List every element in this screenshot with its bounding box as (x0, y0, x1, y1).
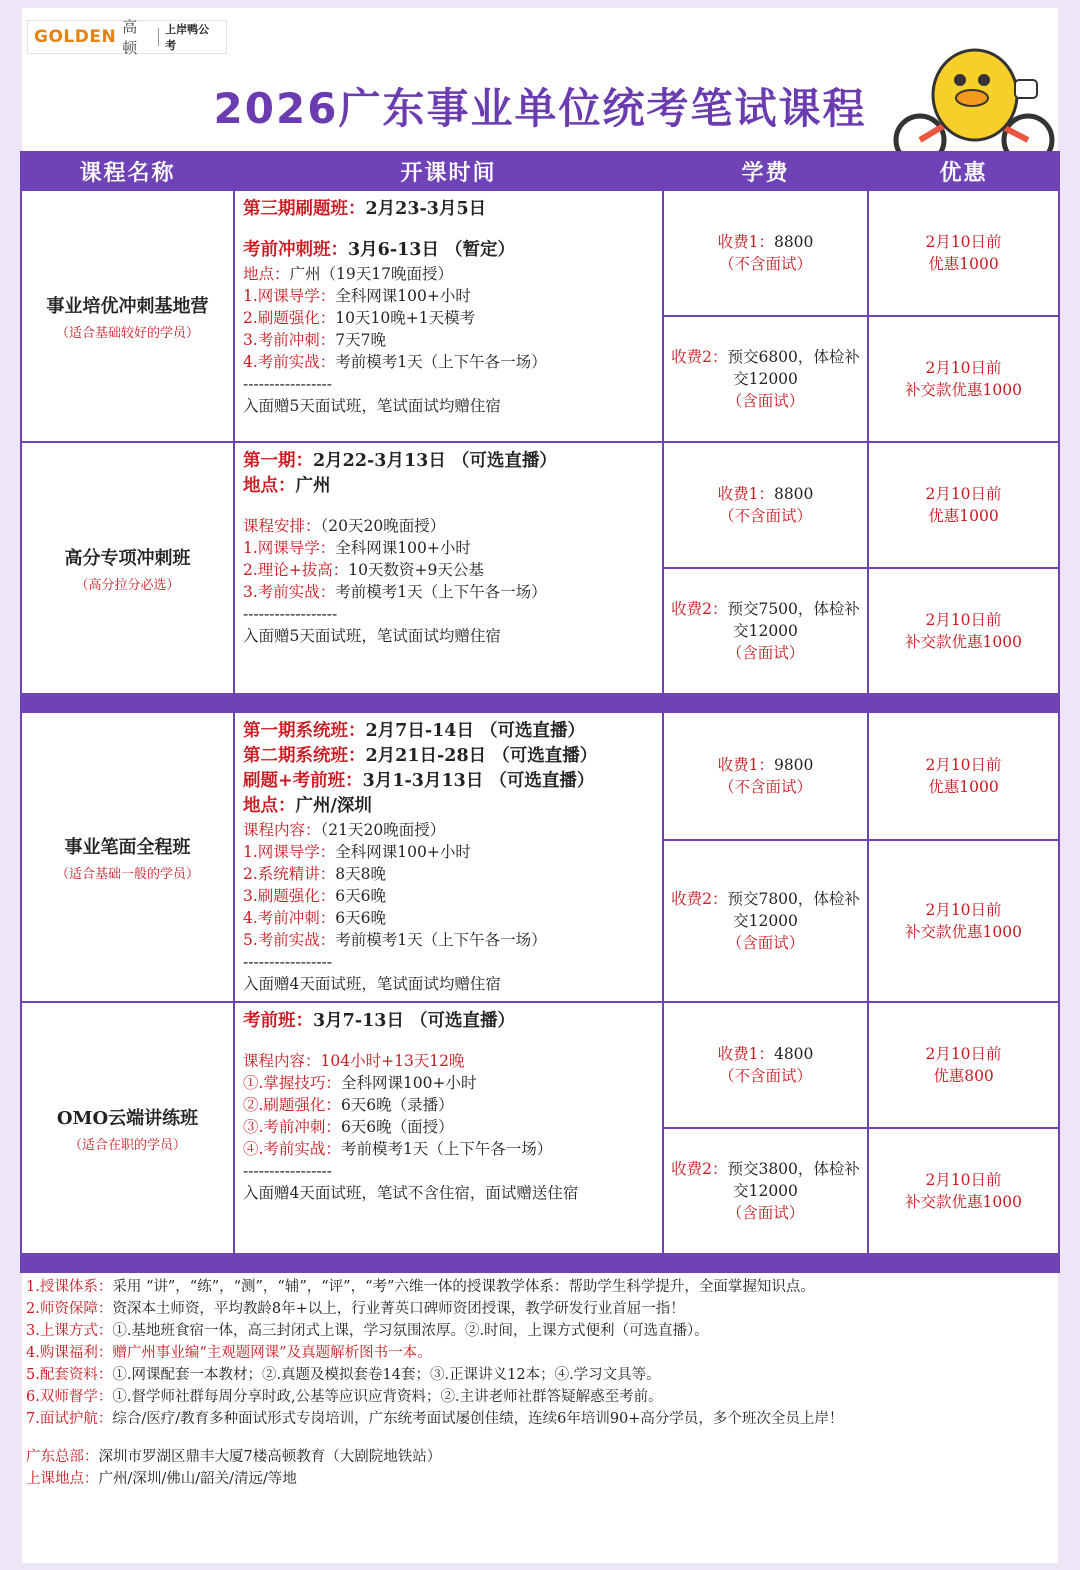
schedule-text: 2月7日-14日 （可选直播） (365, 721, 586, 741)
discount-date: 2月10日前 (925, 900, 1002, 919)
course-note: （适合基础较好的学员） (55, 325, 199, 341)
discount-cell (868, 840, 1059, 1002)
logo-brand-cn: 高顿 (122, 18, 138, 57)
table-row (21, 712, 1059, 840)
fee-cell (663, 1128, 868, 1254)
fee-label: 收费1： (717, 1045, 774, 1063)
discount-amount: 补交款优惠1000 (905, 381, 1022, 399)
fee-label: 收费2： (671, 1160, 728, 1178)
discount-amount: 优惠1000 (928, 255, 999, 273)
schedule-label: ②.刷题强化： (243, 1096, 341, 1114)
footer-item-text: 采用 “讲”，“练”，“测”，“辅”，“评”，“考”六维一体的授课教学体系：帮助学生科学提升，全面掌握知识点。 (112, 1279, 815, 1295)
discount-amount: 优惠1000 (928, 777, 999, 796)
fee-note: （不含面试） (718, 507, 812, 525)
fee-cell (663, 442, 868, 568)
fee-note: （含面试） (726, 392, 805, 410)
fee-cell (663, 568, 868, 694)
fee-note: （含面试） (726, 644, 805, 662)
table-row (21, 190, 1059, 316)
gift-text: 入面赠4天面试班，笔试面试均赠住宿 (243, 975, 501, 993)
schedule-label: 4.考前冲刺： (243, 909, 336, 927)
course-name: 事业培优冲刺基地营 (46, 295, 209, 317)
divider-dashes: ------------------ (243, 605, 338, 623)
schedule-label: 3.考前实战： (243, 583, 336, 601)
discount-date: 2月10日前 (925, 233, 1002, 251)
course-name: 事业笔面全程班 (64, 836, 191, 858)
schedule-text: 6天6晚（面授） (340, 1118, 454, 1136)
fee-amount: 预交7800，体检补交12000 (727, 889, 860, 930)
schedule-label: 考前班： (243, 1011, 313, 1031)
divider-dashes: ----------------- (243, 953, 333, 971)
discount-amount: 补交款优惠1000 (905, 633, 1022, 651)
header-schedule: 开课时间 (234, 152, 663, 190)
fee-label: 收费2： (671, 600, 728, 618)
footer-item-label: 1.授课体系： (26, 1279, 113, 1295)
gift-text: 入面赠5天面试班，笔试面试均赠住宿 (243, 397, 501, 415)
discount-amount: 补交款优惠1000 (905, 922, 1022, 941)
footer-item-text: ①.督学师社群每周分享时政,公基等应识应背资料；②.主讲老师社群答疑解惑至考前。 (112, 1389, 663, 1405)
schedule-text: 广州/深圳 (295, 796, 372, 816)
schedule-text: 3月1-3月13日 （可选直播） (362, 771, 595, 791)
header-discount: 优惠 (868, 152, 1059, 190)
fee-note: （不含面试） (718, 777, 812, 796)
schedule-text: 全科网课100+小时 (335, 287, 471, 305)
section-divider (21, 1254, 1059, 1272)
discount-date: 2月10日前 (925, 359, 1002, 377)
schedule-text: 6天6晚 (335, 887, 387, 905)
schedule-text: 考前模考1天（上下午各一场） (335, 583, 547, 601)
fee-cell (663, 316, 868, 442)
schedule-label: ③.考前冲刺： (243, 1118, 341, 1136)
footer-item-label: 3.上课方式： (26, 1323, 113, 1339)
schedule-label: 刷题+考前班： (243, 771, 363, 791)
section-divider (21, 694, 1059, 712)
discount-cell (868, 1128, 1059, 1254)
schedule-label: 2.理论+拔高： (243, 561, 349, 579)
gift-text: 入面赠5天面试班，笔试面试均赠住宿 (243, 627, 501, 645)
footer-item-label: 2.师资保障： (26, 1301, 113, 1317)
footer-item-label: 5.配套资料： (26, 1367, 113, 1383)
footer-item (26, 1386, 1046, 1408)
schedule-label: 课程内容： (243, 821, 321, 839)
schedule-label: 第二期系统班： (243, 746, 366, 766)
divider-dashes: ----------------- (243, 1162, 333, 1180)
schedule-label: 1.网课导学： (243, 843, 336, 861)
course-name-cell (21, 442, 234, 694)
fee-amount: 预交3800，体检补交12000 (727, 1160, 860, 1200)
discount-cell (868, 442, 1059, 568)
schedule-text: （20天20晚面授） (320, 517, 446, 535)
schedule-label: ④.考前实战： (243, 1140, 341, 1158)
brand-logo (27, 18, 227, 57)
schedule-label: 课程内容： (243, 1052, 321, 1070)
schedule-label: 4.考前实战： (243, 353, 336, 371)
fee-note: （不含面试） (718, 255, 812, 273)
schedule-text: 8天8晚 (335, 865, 387, 883)
fee-label: 收费2： (671, 348, 728, 366)
fee-note: （含面试） (726, 933, 805, 952)
footer-item-text: ①.基地班食宿一体，高三封闭式上课，学习氛围浓厚。②.时间，上课方式便利（可选直播）。 (112, 1323, 709, 1339)
footer-item (26, 1276, 1046, 1298)
footer-item-text: ①.网课配套一本教材；②.真题及模拟套卷14套；③.正课讲义12本；④.学习文具等。 (112, 1367, 661, 1383)
course-schedule-cell (234, 712, 663, 1002)
fee-cell (663, 840, 868, 1002)
schedule-text: 10天10晚+1天模考 (335, 309, 476, 327)
table-header-row (21, 152, 1059, 190)
fee-amount: 4800 (773, 1045, 814, 1063)
header-course-name: 课程名称 (21, 152, 234, 190)
schedule-label: 3.刷题强化： (243, 887, 336, 905)
footer-item-text: 综合/医疗/教育多种面试形式专岗培训，广东统考面试屡创佳绩，连续6年培训90+高分学员，多个班次全员上岸！ (112, 1411, 844, 1427)
footer-item (26, 1298, 1046, 1320)
schedule-label: 3.考前冲刺： (243, 331, 336, 349)
fee-label: 收费2： (671, 889, 728, 908)
schedule-label: 第一期系统班： (243, 721, 366, 741)
schedule-text: 全科网课100+小时 (340, 1074, 477, 1092)
fee-amount: 9800 (773, 755, 814, 774)
footer-item (26, 1408, 1046, 1430)
divider-dashes: ----------------- (243, 375, 333, 393)
loc-text: 广州/深圳/佛山/韶关/清远/等地 (98, 1471, 297, 1487)
fee-note: （不含面试） (718, 1067, 812, 1085)
footer-item (26, 1342, 1046, 1364)
fee-amount: 8800 (773, 233, 814, 251)
discount-amount: 优惠800 (933, 1067, 994, 1085)
schedule-label: 地点： (243, 796, 296, 816)
course-name-cell (21, 1002, 234, 1254)
table-row (21, 1002, 1059, 1128)
discount-cell (868, 712, 1059, 840)
schedule-text: 10天数资+9天公基 (348, 561, 484, 579)
schedule-text: 104小时+13天12晚 (320, 1052, 465, 1070)
schedule-label: 2.刷题强化： (243, 309, 336, 327)
page-title: 2026广东事业单位统考笔试课程 (213, 84, 867, 133)
schedule-text: 考前模考1天（上下午各一场） (335, 931, 547, 949)
course-schedule-cell (234, 190, 663, 442)
schedule-label: 考前冲刺班： (243, 240, 348, 260)
schedule-text: 全科网课100+小时 (335, 539, 471, 557)
schedule-label: ①.掌握技巧： (243, 1074, 341, 1092)
fee-cell (663, 712, 868, 840)
discount-amount: 优惠1000 (928, 507, 999, 525)
footer-notes (26, 1276, 1046, 1490)
schedule-text: （21天20晚面授） (320, 821, 446, 839)
schedule-text: 6天6晚 (335, 909, 387, 927)
schedule-label: 课程安排： (243, 517, 321, 535)
fee-cell (663, 190, 868, 316)
discount-date: 2月10日前 (925, 611, 1002, 629)
header-tuition: 学费 (663, 152, 868, 190)
course-note: （适合基础一般的学员） (55, 866, 199, 882)
schedule-label: 2.系统精讲： (243, 865, 336, 883)
fee-cell (663, 1002, 868, 1128)
discount-cell (868, 568, 1059, 694)
schedule-text: 广州（19天17晚面授） (289, 265, 453, 283)
course-schedule-cell (234, 442, 663, 694)
footer-item (26, 1364, 1046, 1386)
hq-text: 深圳市罗湖区鼎丰大厦7楼高顿教育（大剧院地铁站） (98, 1449, 442, 1465)
schedule-label: 1.网课导学： (243, 539, 336, 557)
schedule-text: 3月7-13日 （可选直播） (313, 1011, 516, 1031)
schedule-text: 全科网课100+小时 (335, 843, 471, 861)
schedule-text: 考前模考1天（上下午各一场） (340, 1140, 553, 1158)
course-name-cell (21, 712, 234, 1002)
discount-date: 2月10日前 (925, 1171, 1002, 1189)
schedule-label: 地点： (243, 476, 296, 496)
course-note: （适合在职的学员） (68, 1137, 186, 1153)
hq-label: 广东总部： (26, 1449, 99, 1465)
schedule-label: 第一期： (243, 451, 313, 471)
fee-amount: 8800 (773, 485, 814, 503)
schedule-label: 第三期刷题班： (243, 199, 366, 219)
footer-item-label: 6.双师督学： (26, 1389, 113, 1405)
logo-divider (158, 28, 159, 46)
course-table (20, 151, 1060, 1273)
course-name: OMO云端讲练班 (56, 1107, 199, 1129)
fee-label: 收费1： (717, 233, 774, 251)
discount-cell (868, 1002, 1059, 1128)
footer-item-label: 4.购课福利： (26, 1345, 113, 1361)
schedule-text: 7天7晚 (335, 331, 387, 349)
discount-date: 2月10日前 (925, 755, 1002, 774)
footer-item (26, 1320, 1046, 1342)
hq-address (26, 1446, 1046, 1468)
fee-amount: 预交6800，体检补交12000 (727, 348, 860, 388)
loc-label: 上课地点： (26, 1471, 99, 1487)
gift-text: 入面赠4天面试班，笔试不含住宿，面试赠送住宿 (243, 1184, 579, 1202)
fee-label: 收费1： (717, 755, 774, 774)
schedule-label: 地点： (243, 265, 290, 283)
fee-label: 收费1： (717, 485, 774, 503)
logo-sub: 上岸鸭公考 (165, 23, 210, 52)
course-note: （高分拉分必选） (75, 577, 180, 593)
schedule-text: 考前模考1天（上下午各一场） (335, 353, 547, 371)
footer-item-text: 资深本土师资，平均教龄8年+以上，行业菁英口碑师资团授课，教学研发行业首屈一指！ (112, 1301, 685, 1317)
schedule-text: 广州 (295, 476, 331, 496)
discount-amount: 补交款优惠1000 (905, 1193, 1022, 1211)
footer-item-label: 7.面试护航： (26, 1411, 113, 1427)
logo-brand: GOLDEN (34, 27, 117, 47)
discount-date: 2月10日前 (925, 1045, 1002, 1063)
discount-date: 2月10日前 (925, 485, 1002, 503)
course-name: 高分专项冲刺班 (64, 547, 191, 569)
schedule-label: 1.网课导学： (243, 287, 336, 305)
schedule-text: 2月22-3月13日 （可选直播） (313, 451, 557, 471)
fee-amount: 预交7500，体检补交12000 (727, 600, 860, 640)
table-row (21, 442, 1059, 568)
fee-note: （含面试） (726, 1204, 805, 1222)
footer-item-text: 赠广州事业编“主观题网课”及真题解析图书一本。 (112, 1345, 432, 1361)
course-name-cell (21, 190, 234, 442)
schedule-text: 3月6-13日 （暂定） (348, 240, 516, 260)
class-locations (26, 1468, 1046, 1490)
schedule-text: 2月23-3月5日 (365, 199, 487, 219)
discount-cell (868, 316, 1059, 442)
schedule-label: 5.考前实战： (243, 931, 336, 949)
schedule-text: 2月21日-28日 （可选直播） (365, 746, 598, 766)
schedule-text: 6天6晚（录播） (340, 1096, 454, 1114)
course-schedule-cell (234, 1002, 663, 1254)
discount-cell (868, 190, 1059, 316)
